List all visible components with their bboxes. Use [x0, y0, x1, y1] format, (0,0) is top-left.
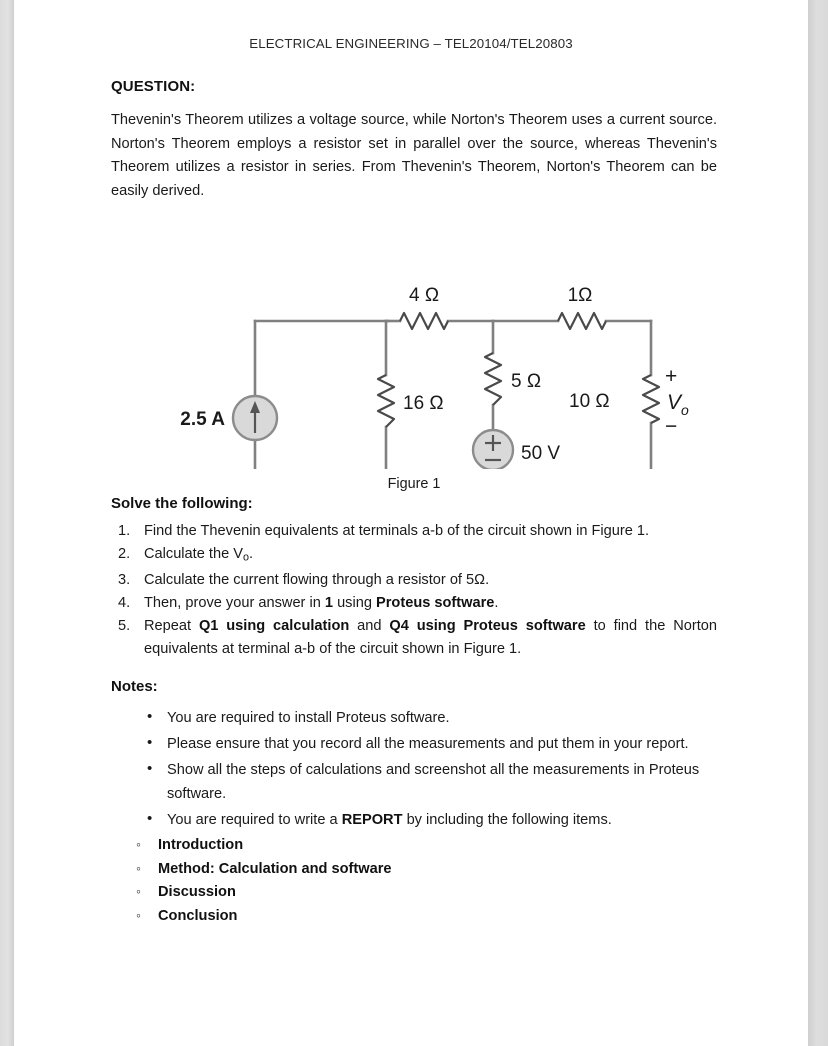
page-gutter-left: [0, 0, 14, 1046]
question-body: Thevenin's Theorem utilizes a voltage source, while Norton's Theorem uses a current source. Norton's Theorem employs a resistor set in parallel over the source, whereas Thevenin's Theorem utilizes a resistor in series. From Thevenin's Theorem, Norton's Theorem can be easily derived.: [111, 112, 717, 199]
text-run: REPORT: [341, 812, 403, 829]
circuit-figure: [111, 217, 717, 492]
text-run: Proteus software: [376, 595, 495, 612]
text-run: .: [249, 546, 254, 562]
solve-list-item: [111, 615, 717, 661]
text-run: You are required to write a: [167, 812, 342, 829]
document-page: [14, 0, 808, 1046]
resistor-4ohm-symbol: [400, 313, 448, 329]
text-run: Then, prove your answer in: [144, 595, 325, 612]
resistor-10ohm-symbol: [643, 375, 659, 423]
report-section-item: ◦ Introduction: [111, 834, 717, 858]
voltage-source-50V: [473, 430, 513, 469]
resistor-1ohm-symbol: [558, 313, 606, 329]
text-run: Calculate the current flowing through a resistor of 5Ω.: [144, 572, 490, 589]
report-items-list: [111, 834, 717, 928]
note-list-item: [111, 808, 717, 832]
resistor-5ohm-label: 5 Ω: [511, 371, 542, 392]
notes-list: [111, 706, 717, 832]
text-run: Find the Thevenin equivalents at terminals a-b of the circuit shown in Figure 1.: [144, 523, 650, 539]
resistor-5ohm-symbol: [485, 353, 501, 405]
output-voltage-label: V: [667, 391, 682, 414]
resistor-16ohm-symbol: [378, 375, 394, 427]
report-section-item: ◦ Discussion: [111, 881, 717, 905]
text-run: to find the Norton equivalents at terminal a-b of the circuit shown in Figure 1.: [144, 618, 717, 658]
text-run: by including the following items.: [402, 812, 612, 829]
text-run: 1: [324, 595, 334, 612]
report-section-item: ◦ Conclusion: [111, 905, 717, 929]
solve-list-item: [111, 569, 717, 592]
current-source-2.5A: [233, 396, 277, 440]
resistor-16ohm-label: 16 Ω: [403, 393, 444, 414]
resistor-1ohm-label: 1Ω: [567, 285, 593, 306]
document-header: ELECTRICAL ENGINEERING – TEL20104/TEL20803: [249, 36, 573, 51]
output-voltage-subscript: o: [681, 402, 689, 418]
page-gutter-right: [808, 0, 828, 1046]
resistor-4ohm-label: 4 Ω: [408, 285, 440, 306]
text-run: Q4 using Proteus software: [389, 618, 586, 635]
text-run: Q1 using calculation: [198, 618, 350, 635]
text-run: Show all the steps of calculations and screenshot all the measurements in Proteus software.: [167, 762, 700, 803]
solve-heading: Solve the following:: [111, 495, 253, 512]
text-run: and: [349, 618, 390, 635]
text-run: o: [242, 551, 249, 564]
note-list-item: [111, 732, 717, 756]
report-section-item: ◦ Method: Calculation and software: [111, 858, 717, 882]
text-run: Please ensure that you record all the measurements and put them in your report.: [167, 736, 689, 753]
figure-caption: Figure 1: [387, 476, 441, 492]
text-run: Calculate the V: [144, 546, 243, 562]
output-minus-sign: −: [665, 415, 678, 438]
text-run: You are required to install Proteus software.: [167, 710, 450, 727]
output-plus-sign: +: [665, 365, 678, 388]
question-heading: QUESTION:: [111, 78, 196, 95]
text-run: .: [494, 595, 499, 612]
resistor-10ohm-label: 10 Ω: [569, 391, 610, 412]
text-run: Repeat: [144, 618, 199, 635]
note-list-item: [111, 706, 717, 730]
solve-list: [111, 520, 717, 661]
notes-heading: Notes:: [111, 678, 158, 696]
solve-list-item: [111, 543, 717, 569]
solve-list-item: [111, 520, 717, 543]
current-source-label: 2.5 A: [180, 409, 225, 430]
text-run: using: [333, 595, 377, 612]
circuit-diagram-svg: [111, 217, 717, 469]
solve-list-item: [111, 592, 717, 615]
note-list-item: [111, 758, 717, 806]
voltage-source-label: 50 V: [521, 443, 561, 464]
document-content: [111, 78, 717, 928]
